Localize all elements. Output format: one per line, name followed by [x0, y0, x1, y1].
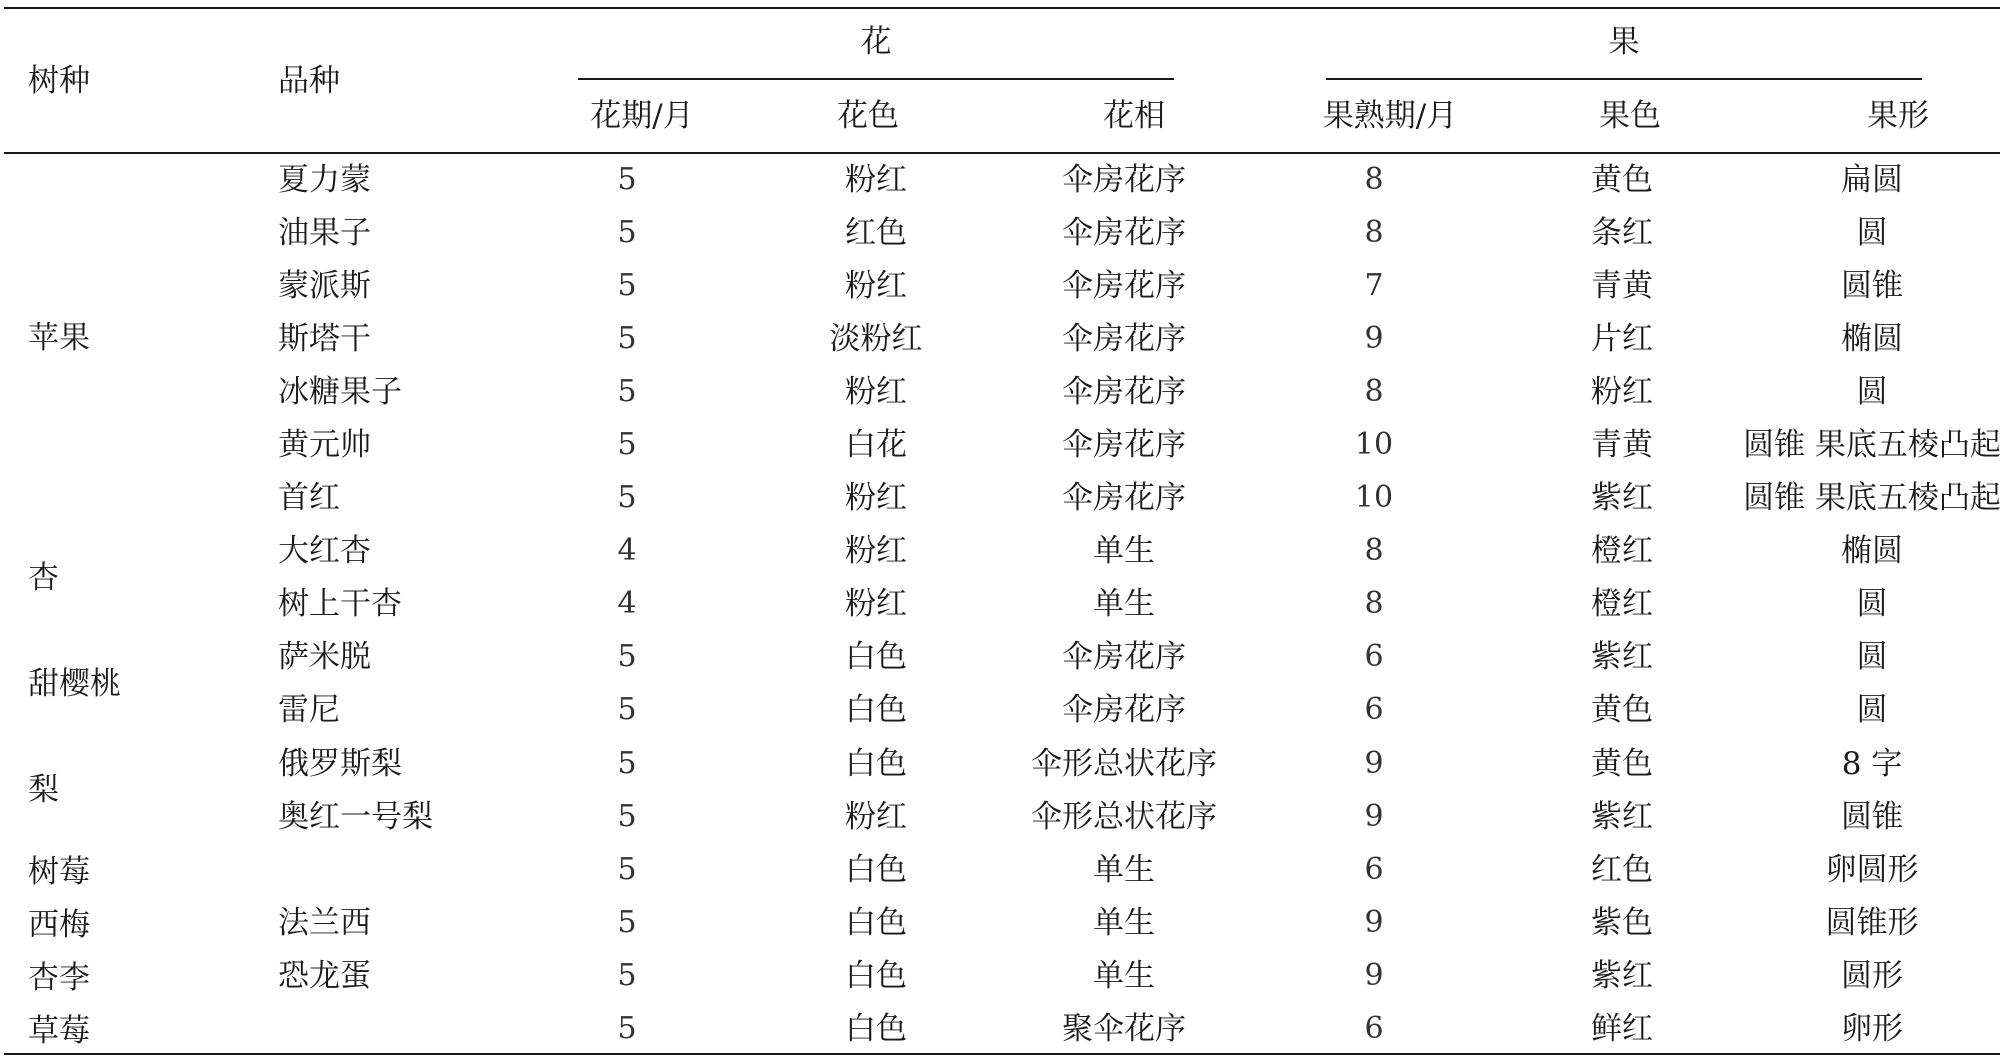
header-fruit-group: 果: [1608, 24, 1640, 60]
cell-fruit-period: 10: [1354, 427, 1394, 462]
cell-fruit-color: 条红: [1591, 215, 1653, 251]
cell-fruit-period: 10: [1354, 480, 1394, 515]
cell-variety: 雷尼: [278, 692, 340, 728]
cell-flower-period: 5: [617, 746, 637, 781]
cell-flower-period: 5: [617, 162, 637, 197]
cell-flower-color: 白色: [845, 852, 907, 888]
cell-variety: 恐龙蛋: [278, 958, 371, 994]
cell-fruit-shape: 卵圆形: [1825, 852, 1919, 888]
cell-inflorescence: 单生: [1093, 533, 1155, 569]
cell-flower-color: 白色: [845, 639, 907, 675]
cell-fruit-shape: 圆锥 果底五棱凸起: [1743, 427, 2001, 463]
cell-flower-color: 粉红: [845, 533, 907, 569]
cell-fruit-shape: 圆锥: [1841, 799, 1903, 835]
cell-flower-period: 5: [617, 905, 637, 940]
cell-inflorescence: 伞房花序: [1062, 692, 1186, 728]
header-flower-color: 花色: [837, 98, 899, 134]
cell-inflorescence: 单生: [1093, 852, 1155, 888]
cell-flower-period: 5: [617, 1011, 637, 1046]
cell-fruit-shape: 卵形: [1841, 1011, 1903, 1047]
cell-fruit-color: 鲜红: [1591, 1011, 1653, 1047]
cell-inflorescence: 伞房花序: [1062, 480, 1186, 516]
cell-flower-period: 5: [617, 321, 637, 356]
cell-inflorescence: 伞房花序: [1062, 268, 1186, 304]
header-fruit-color: 果色: [1599, 98, 1661, 134]
cell-fruit-shape: 圆: [1856, 374, 1888, 410]
cell-flower-color: 白色: [845, 905, 907, 941]
cell-fruit-period: 9: [1364, 905, 1384, 940]
cell-variety: 萨米脱: [278, 639, 371, 675]
cell-fruit-period: 9: [1364, 958, 1384, 993]
cell-fruit-shape: 圆锥形: [1825, 905, 1919, 941]
cell-variety: 油果子: [278, 215, 371, 251]
cell-flower-period: 5: [617, 374, 637, 409]
cell-fruit-color: 紫红: [1591, 958, 1653, 994]
cell-variety: 法兰西: [278, 905, 371, 941]
cell-flower-period: 5: [617, 427, 637, 462]
cell-inflorescence: 单生: [1093, 958, 1155, 994]
cell-flower-color: 白色: [845, 692, 907, 728]
cell-flower-color: 粉红: [845, 374, 907, 410]
cell-fruit-shape: 圆: [1856, 639, 1888, 675]
cell-inflorescence: 伞房花序: [1062, 639, 1186, 675]
cell-flower-color: 白色: [845, 958, 907, 994]
cell-fruit-period: 8: [1364, 586, 1384, 621]
cell-fruit-color: 紫色: [1591, 905, 1653, 941]
header-inflorescence: 花相: [1103, 98, 1165, 134]
cell-flower-color: 白色: [845, 746, 907, 782]
top-rule: [4, 7, 2000, 9]
cell-flower-color: 粉红: [845, 162, 907, 198]
cell-flower-period: 4: [617, 586, 637, 621]
cell-fruit-period: 8: [1364, 374, 1384, 409]
cell-variety: 奥红一号梨: [278, 799, 433, 835]
bottom-rule: [4, 1053, 2000, 1055]
cell-flower-period: 5: [617, 215, 637, 250]
cell-flower-period: 5: [617, 268, 637, 303]
cell-inflorescence: 伞房花序: [1062, 162, 1186, 198]
cell-flower-color: 淡粉红: [829, 321, 923, 357]
cell-flower-color: 粉红: [845, 586, 907, 622]
cell-fruit-period: 6: [1364, 639, 1384, 674]
tree-name: 杏李: [28, 960, 90, 996]
tree-name: 梨: [28, 772, 59, 808]
tree-name: 苹果: [28, 320, 90, 356]
cell-flower-color: 红色: [845, 215, 907, 251]
header-tree: 树种: [28, 63, 90, 99]
cell-variety: 树上干杏: [278, 586, 402, 622]
cell-inflorescence: 伞房花序: [1062, 427, 1186, 463]
cell-fruit-color: 黄色: [1591, 746, 1653, 782]
cell-flower-color: 粉红: [845, 268, 907, 304]
cell-fruit-period: 7: [1364, 268, 1384, 303]
header-fruit-shape: 果形: [1867, 98, 1929, 134]
cell-flower-period: 5: [617, 799, 637, 834]
header-bottom-rule: [4, 152, 2000, 154]
cell-fruit-shape: 圆: [1856, 215, 1888, 251]
header-flower-group: 花: [860, 24, 892, 60]
cell-fruit-period: 6: [1364, 1011, 1384, 1046]
cell-fruit-period: 9: [1364, 799, 1384, 834]
cell-flower-color: 粉红: [845, 480, 907, 516]
cell-fruit-color: 青黄: [1591, 427, 1653, 463]
cell-fruit-period: 6: [1364, 852, 1384, 887]
cell-fruit-shape: 圆形: [1841, 958, 1903, 994]
cell-variety: 大红杏: [278, 533, 371, 569]
cell-fruit-color: 红色: [1591, 852, 1653, 888]
cell-fruit-shape: 8 字: [1841, 746, 1903, 782]
cell-flower-period: 5: [617, 480, 637, 515]
cell-fruit-color: 粉红: [1591, 374, 1653, 410]
cell-fruit-shape: 圆: [1856, 692, 1888, 728]
cell-flower-period: 5: [617, 692, 637, 727]
cell-fruit-period: 8: [1364, 215, 1384, 250]
cell-fruit-period: 9: [1364, 321, 1384, 356]
cell-fruit-period: 8: [1364, 533, 1384, 568]
cell-variety: 冰糖果子: [278, 374, 402, 410]
cell-fruit-period: 6: [1364, 692, 1384, 727]
cell-inflorescence: 伞房花序: [1062, 321, 1186, 357]
tree-name: 甜樱桃: [28, 666, 121, 702]
cell-fruit-color: 橙红: [1591, 533, 1653, 569]
cell-flower-period: 4: [617, 533, 637, 568]
cell-fruit-color: 片红: [1591, 321, 1653, 357]
cell-inflorescence: 伞房花序: [1062, 374, 1186, 410]
cell-variety: 俄罗斯梨: [278, 746, 402, 782]
cell-fruit-color: 黄色: [1591, 692, 1653, 728]
cell-variety: 斯塔干: [278, 321, 371, 357]
cell-fruit-color: 紫红: [1591, 480, 1653, 516]
cell-flower-period: 5: [617, 639, 637, 674]
cell-variety: 蒙派斯: [278, 268, 371, 304]
cell-fruit-color: 紫红: [1591, 799, 1653, 835]
cell-fruit-period: 9: [1364, 746, 1384, 781]
header-variety: 品种: [278, 63, 340, 99]
cell-flower-color: 白色: [845, 1011, 907, 1047]
cell-inflorescence: 聚伞花序: [1062, 1011, 1186, 1047]
cell-fruit-shape: 圆: [1856, 586, 1888, 622]
cell-inflorescence: 单生: [1093, 905, 1155, 941]
cell-fruit-shape: 扁圆: [1841, 162, 1903, 198]
flower-group-rule: [578, 78, 1174, 80]
cell-fruit-shape: 圆锥 果底五棱凸起: [1743, 480, 2001, 516]
cell-fruit-color: 黄色: [1591, 162, 1653, 198]
tree-name: 草莓: [28, 1013, 90, 1049]
cell-variety: 黄元帅: [278, 427, 371, 463]
fruit-group-rule: [1326, 78, 1922, 80]
cell-fruit-shape: 椭圆: [1841, 321, 1903, 357]
cell-flower-period: 5: [617, 852, 637, 887]
cell-fruit-color: 橙红: [1591, 586, 1653, 622]
header-fruit-period: 果熟期/月: [1322, 98, 1458, 134]
cell-fruit-color: 紫红: [1591, 639, 1653, 675]
cell-fruit-period: 8: [1364, 162, 1384, 197]
cell-fruit-shape: 椭圆: [1841, 533, 1903, 569]
tree-name: 西梅: [28, 907, 90, 943]
header-flower-period: 花期/月: [590, 98, 694, 134]
cell-inflorescence: 伞房花序: [1062, 215, 1186, 251]
cell-fruit-color: 青黄: [1591, 268, 1653, 304]
cell-fruit-shape: 圆锥: [1841, 268, 1903, 304]
cell-flower-period: 5: [617, 958, 637, 993]
cell-inflorescence: 单生: [1093, 586, 1155, 622]
tree-name: 树莓: [28, 854, 90, 890]
cell-inflorescence: 伞形总状花序: [1031, 799, 1217, 835]
cell-flower-color: 粉红: [845, 799, 907, 835]
cell-flower-color: 白花: [845, 427, 907, 463]
cell-inflorescence: 伞形总状花序: [1031, 746, 1217, 782]
cell-variety: 首红: [278, 480, 340, 516]
tree-name: 杏: [28, 560, 59, 596]
cell-variety: 夏力蒙: [278, 162, 371, 198]
